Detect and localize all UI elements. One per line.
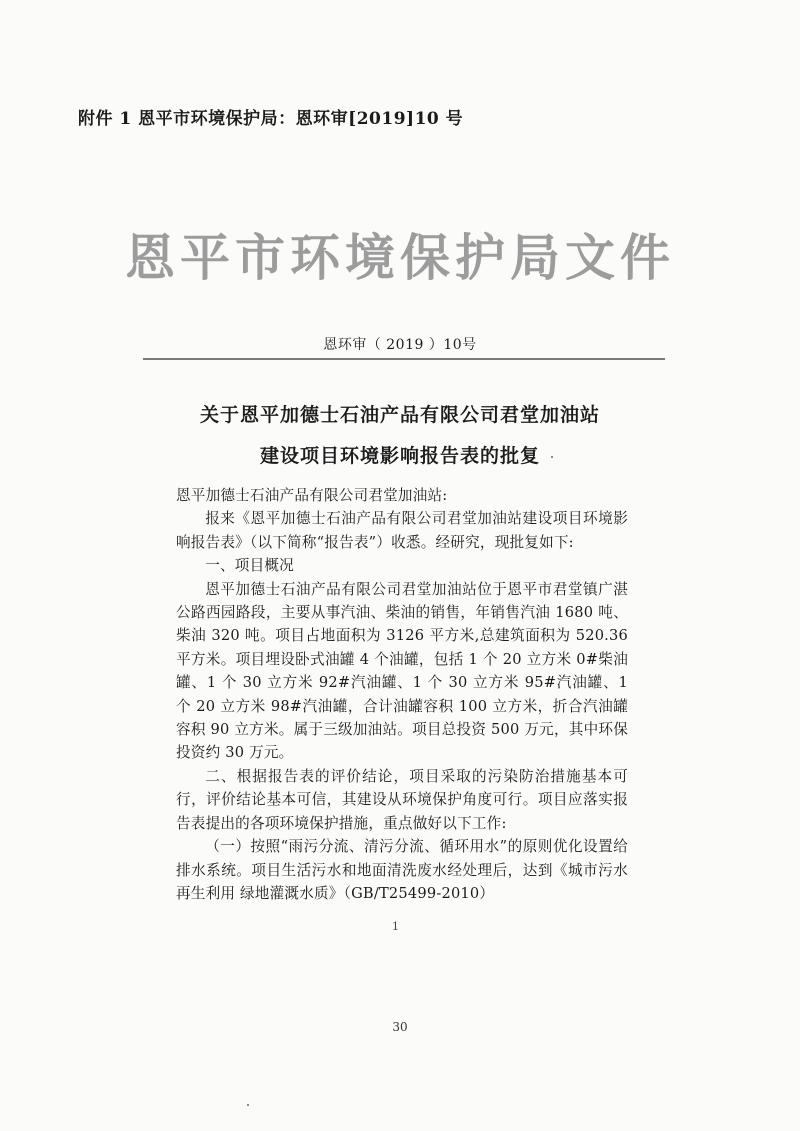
letterhead-rule (143, 358, 665, 360)
scan-speck (247, 1104, 249, 1106)
subject-title-line-1: 关于恩平加德士石油产品有限公司君堂加油站 (199, 404, 600, 426)
page-number: 30 (392, 1020, 408, 1034)
section-1-paragraph: 恩平加德士石油产品有限公司君堂加油站位于恩平市君堂镇广湛公路西园路段，主要从事汽油、柴油的销售，年销售汽油 1680 吨、柴油 320 吨。项目占地面积为 3126 平方米,总建筑面积为 520.36 平方米。项目埋设卧式油罐 4 个油罐，包括 1 个 20 立方米 0#柴油罐、1 个 30 立方米 92#汽油罐、1 个 30 立方米 95#汽油罐、1 个 20 立方米 98#汽油罐，合计油罐容积 100 立方米，折合汽油罐容积 90 立方米。属于三级加油站。项目总投资 500 万元，其中环保投资约 30 万元。 (176, 580, 628, 762)
scan-speck (551, 456, 553, 458)
inner-page-number: 1 (392, 920, 399, 933)
section-1-heading: 一、项目概况 (205, 557, 294, 575)
item-1-paragraph: （一）按照“雨污分流、清污分流、循环用水”的原则优化设置给排水系统。项目生活污水和地面清洗废水经处理后，达到《城市污水再生利用 绿地灌溉水质》（GB/T25499-2010） (176, 838, 628, 902)
document-number: 恩环审（ 2019 ）10号 (323, 337, 477, 353)
section-2-paragraph: 二、根据报告表的评价结论，项目采取的污染防治措施基本可行，评价结论基本可信，其建设从环境保护角度可行。项目应落实报告表提出的各项环境保护措施，重点做好以下工作: (176, 767, 628, 832)
document-body (176, 484, 628, 905)
subject-title-line-2: 建设项目环境影响报告表的批复 (259, 445, 540, 467)
paragraph-intro: 报来《恩平加德士石油产品有限公司君堂加油站建设项目环境影响报告表》（以下简称“报告表”）收悉。经研究，现批复如下: (176, 510, 628, 551)
addressee: 恩平加德士石油产品有限公司君堂加油站: (176, 487, 448, 504)
attachment-header: 附件 1 恩平市环境保护局：恩环审[2019]10 号 (78, 109, 464, 129)
letterhead-title: 恩平市环境保护局文件 (125, 228, 675, 287)
